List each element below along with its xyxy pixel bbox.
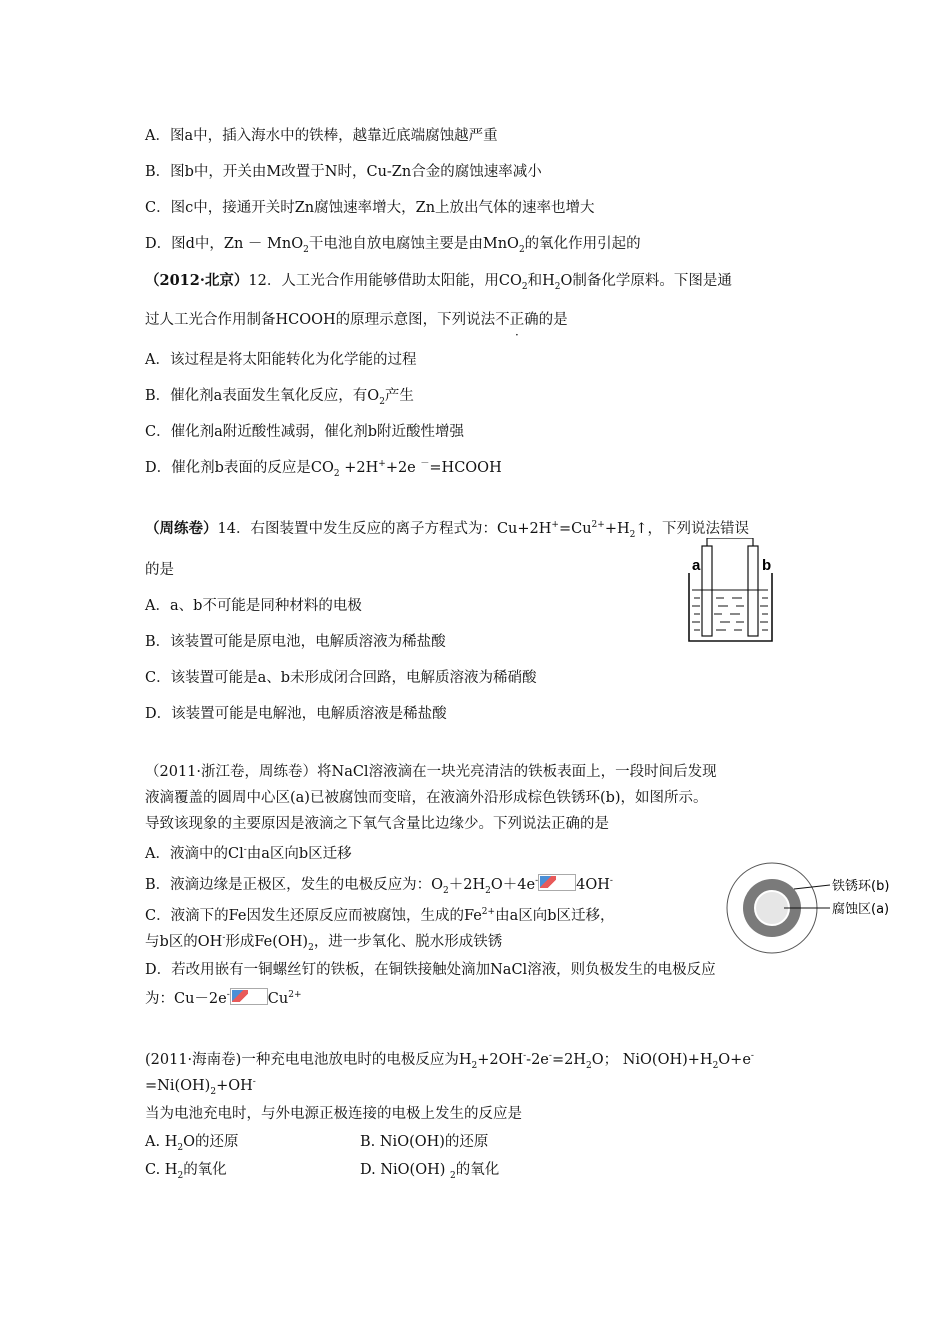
sup: + — [378, 459, 386, 470]
sup: 2+ — [591, 520, 605, 531]
sub: 2 — [177, 1142, 184, 1153]
sup: - — [548, 1051, 552, 1062]
hn-option-c — [145, 1160, 227, 1180]
electrode-b — [748, 546, 758, 636]
sup: － — [420, 459, 430, 470]
hn-option-d — [360, 1160, 499, 1180]
electrolysis-cell-diagram — [680, 538, 780, 646]
text: =Cu — [558, 521, 592, 537]
text: 的氧化作用引起的 — [524, 236, 641, 252]
text: =HCOOH — [429, 460, 502, 476]
sub: 2 — [177, 1170, 184, 1181]
prev-option-b: B．图b中，开关由M改置于N时，Cu-Zn合金的腐蚀速率减小 — [145, 164, 542, 180]
zj-line3: 导致该现象的主要原因是液滴之下氧气含量比边缘少。下列说法正确的是 — [145, 816, 609, 832]
prev-option-d — [145, 234, 641, 254]
sub: 2 — [471, 1060, 478, 1071]
zj-option-b — [145, 874, 613, 895]
prev-option-c: C．图c中，接通开关时Zn腐蚀速率增大，Zn上放出气体的速率也增大 — [145, 200, 595, 216]
sub: 2 — [308, 942, 314, 953]
text: C. H — [145, 1162, 178, 1178]
zj-line1: （2011·浙江卷，周练卷）将NaCl溶液滴在一块光亮清洁的铁板表面上，一段时间后发现 — [145, 764, 717, 780]
hn-line3: 当为电池充电时，与外电源正极连接的电极上发生的反应是 — [145, 1106, 522, 1122]
sup: + — [551, 520, 559, 531]
rust-ring-diagram — [722, 858, 902, 958]
label-corrosion-zone: 腐蚀区(a) — [832, 902, 890, 917]
text: 由a区向b区迁移， — [495, 908, 615, 924]
sub: 2 — [629, 529, 636, 540]
zj-option-c — [145, 906, 615, 926]
label-rust-ring: 铁锈环(b) — [832, 879, 890, 894]
q14-option-c: C．该装置可能是a、b未形成闭合回路，电解质溶液为稀硝酸 — [145, 670, 537, 686]
label-a: a — [692, 557, 701, 574]
text: C．液滴下的Fe因发生还原反应而被腐蚀，生成的Fe — [145, 908, 482, 924]
sup: - — [252, 1077, 256, 1088]
prev-option-a: A．图a中，插入海水中的铁棒，越靠近底端腐蚀越严重 — [145, 128, 498, 144]
q14-option-b: B．该装置可能是原电池，电解质溶液为稀盐酸 — [145, 634, 446, 650]
sup: 2+ — [481, 907, 496, 918]
text: (2011·海南卷)一种充电电池放电时的电极反应为H — [145, 1052, 472, 1068]
sup: 2+ — [288, 990, 302, 1001]
q12-option-a: A．该过程是将太阳能转化为化学能的过程 — [145, 352, 417, 368]
sub: 2 — [521, 281, 528, 292]
sup: - — [535, 876, 539, 887]
text: 形成Fe(OH) — [225, 934, 309, 950]
text: +2e — [385, 460, 421, 476]
text: B．液滴边缘是正极区，发生的电极反应为：O — [145, 877, 444, 893]
text: Cu — [267, 991, 289, 1007]
q12-line2 — [145, 310, 568, 330]
text: O+e — [718, 1052, 751, 1068]
hn-line1 — [145, 1050, 754, 1070]
text: 与b区的OH — [145, 934, 223, 950]
corrosion-zone — [755, 891, 789, 925]
text: 和H — [527, 273, 555, 289]
sup: - — [243, 845, 247, 856]
sup: - — [226, 990, 230, 1001]
label-b: b — [762, 557, 772, 574]
q12-line1 — [145, 271, 732, 291]
q12-option-c: C．催化剂a附近酸性减弱，催化剂b附近酸性增强 — [145, 424, 465, 440]
text: 为：Cu－2e — [145, 991, 227, 1007]
sub: 2 — [554, 281, 561, 292]
q14-line1 — [145, 519, 749, 539]
q14-option-d: D．该装置可能是电解池，电解质溶液是稀盐酸 — [145, 706, 447, 722]
zj-option-d-cont — [145, 988, 302, 1009]
text: D．催化剂b表面的反应是CO — [145, 460, 334, 476]
hn-option-b: B. NiO(OH)的还原 — [360, 1134, 489, 1150]
text: A. H — [145, 1134, 178, 1150]
q12-option-d — [145, 458, 502, 478]
text: 由a区向b区迁移 — [246, 846, 352, 862]
electrode-a — [702, 546, 712, 636]
text: +2OH — [477, 1052, 524, 1068]
text: =2H — [551, 1052, 586, 1068]
text: 12．人工光合作用能够借助太阳能，用CO — [248, 273, 522, 289]
text: 的是 — [538, 312, 568, 328]
text: ＋2H — [448, 877, 486, 893]
text: B．催化剂a表面发生氧化反应，有O — [145, 388, 380, 404]
zj-option-d: D．若改用嵌有一铜螺丝钉的铁板，在铜铁接触处滴加NaCl溶液，则负极发生的电极反应 — [145, 962, 716, 978]
sub: 2 — [485, 885, 491, 896]
sup: - — [222, 933, 226, 944]
sub: 2 — [585, 1060, 592, 1071]
text: 14．右图装置中发生反应的离子方程式为：Cu+2H — [217, 521, 552, 537]
text: 4OH — [576, 877, 610, 893]
text: A．液滴中的Cl — [145, 846, 244, 862]
emphasis-text: 不正确 — [495, 312, 539, 328]
text: O的还原 — [183, 1134, 239, 1150]
broken-image-icon — [230, 988, 268, 1005]
text: D．图d中，Zn － MnO — [145, 236, 304, 252]
sup: - — [750, 1051, 754, 1062]
sub: 2 — [712, 1060, 719, 1071]
sub: 2 — [450, 1170, 456, 1181]
broken-image-icon — [538, 874, 576, 891]
text: O＋4e — [490, 877, 536, 893]
text: =Ni(OH) — [145, 1078, 211, 1094]
sub: 2 — [303, 244, 309, 255]
wire — [707, 538, 753, 546]
q14-option-a: A．a、b不可能是同种材料的电极 — [145, 598, 362, 614]
text: 的氧化 — [183, 1162, 227, 1178]
text: ，进一步氧化、脱水形成铁锈 — [313, 934, 503, 950]
text: D. NiO(OH) — [360, 1162, 450, 1178]
hn-line2 — [145, 1076, 256, 1096]
text: O制备化学原料。下图是通 — [560, 273, 732, 289]
text: +2H — [339, 460, 379, 476]
hn-option-a — [145, 1132, 238, 1152]
text: +OH — [216, 1078, 253, 1094]
sub: 2 — [333, 468, 340, 479]
text: O； NiO(OH)+H — [591, 1052, 713, 1068]
sub: 2 — [443, 885, 449, 896]
text: +H — [604, 521, 630, 537]
text: 的氧化 — [455, 1162, 500, 1178]
zj-option-c-cont — [145, 932, 502, 952]
text: 过人工光合作用制备HCOOH的原理示意图，下列说法 — [145, 312, 496, 328]
zj-option-a — [145, 844, 352, 864]
text: ↑，下列说法错误 — [635, 521, 750, 537]
sub: 2 — [210, 1086, 217, 1097]
q12-source: （2012·北京） — [145, 272, 249, 289]
sup: - — [523, 1051, 527, 1062]
sub: 2 — [379, 396, 385, 407]
q12-option-b — [145, 386, 414, 406]
zj-line2: 液滴覆盖的圆周中心区(a)已被腐蚀而变暗，在液滴外沿形成棕色铁锈环(b)，如图所示。 — [145, 790, 708, 806]
q14-line2: 的是 — [145, 562, 174, 578]
text: 干电池自放电腐蚀主要是由MnO — [308, 236, 519, 252]
sub: 2 — [518, 244, 525, 255]
text: 产生 — [384, 388, 414, 404]
text: -2e — [526, 1052, 549, 1068]
q14-source: （周练卷） — [145, 520, 218, 537]
sup: - — [609, 876, 613, 887]
